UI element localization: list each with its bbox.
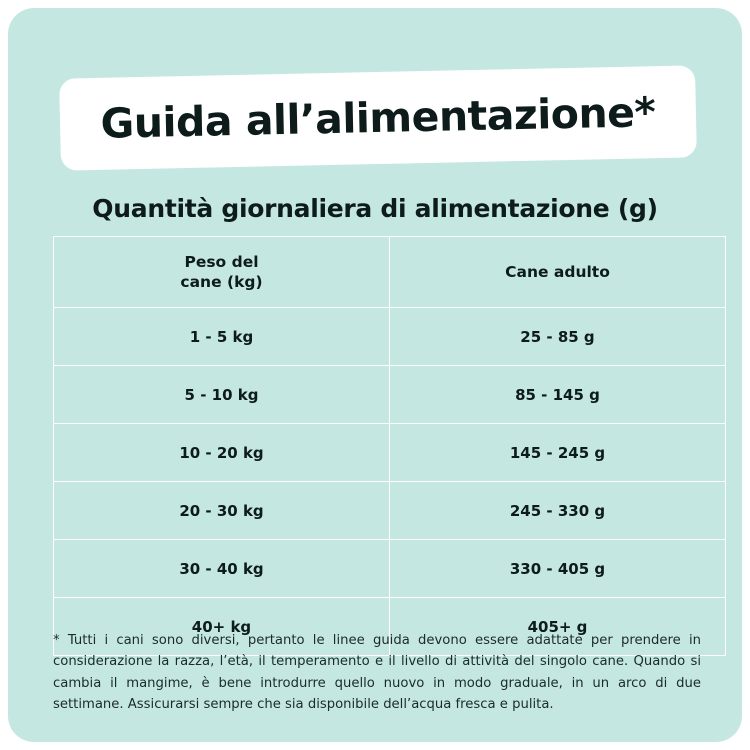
table-header-weight-line1: Peso del xyxy=(184,252,259,271)
cell-weight: 1 - 5 kg xyxy=(54,308,390,366)
cell-weight: 20 - 30 kg xyxy=(54,482,390,540)
cell-weight: 5 - 10 kg xyxy=(54,366,390,424)
table-header-weight-line2: cane (kg) xyxy=(180,273,263,291)
table-header-adult-dog: Cane adulto xyxy=(390,237,726,308)
table-row xyxy=(54,540,726,598)
footnote: * Tutti i cani sono diversi, pertanto le linee guida devono essere adattate per prendere in considerazione la razza, l’età, il temperamento e il livello di attività del singolo cane. Quando si cambia il mangime, è bene introdurre quello nuovo in modo graduale, in un arco di due settimane. Assicurarsi sempre che sia disponibile dell’acqua fresca e pulita. xyxy=(53,633,701,713)
feeding-table-container xyxy=(53,236,699,656)
cell-amount: 405+ g xyxy=(390,598,726,656)
cell-weight: 40+ kg xyxy=(54,598,390,656)
table-row xyxy=(54,308,726,366)
table-header-row xyxy=(54,237,726,308)
feeding-guide-card xyxy=(8,8,742,742)
cell-amount: 245 - 330 g xyxy=(390,482,726,540)
cell-amount: 330 - 405 g xyxy=(390,540,726,598)
cell-amount: 25 - 85 g xyxy=(390,308,726,366)
title-plate xyxy=(59,65,697,170)
cell-amount: 145 - 245 g xyxy=(390,424,726,482)
table-header-weight xyxy=(54,237,390,308)
feeding-table xyxy=(53,236,726,656)
subtitle: Quantità giornaliera di alimentazione (g) xyxy=(92,194,658,223)
cell-amount: 85 - 145 g xyxy=(390,366,726,424)
cell-weight: 30 - 40 kg xyxy=(54,540,390,598)
table-row xyxy=(54,482,726,540)
table-row xyxy=(54,424,726,482)
cell-weight: 10 - 20 kg xyxy=(54,424,390,482)
table-row xyxy=(54,366,726,424)
page-title: Guida all’alimentazione* xyxy=(100,88,656,148)
